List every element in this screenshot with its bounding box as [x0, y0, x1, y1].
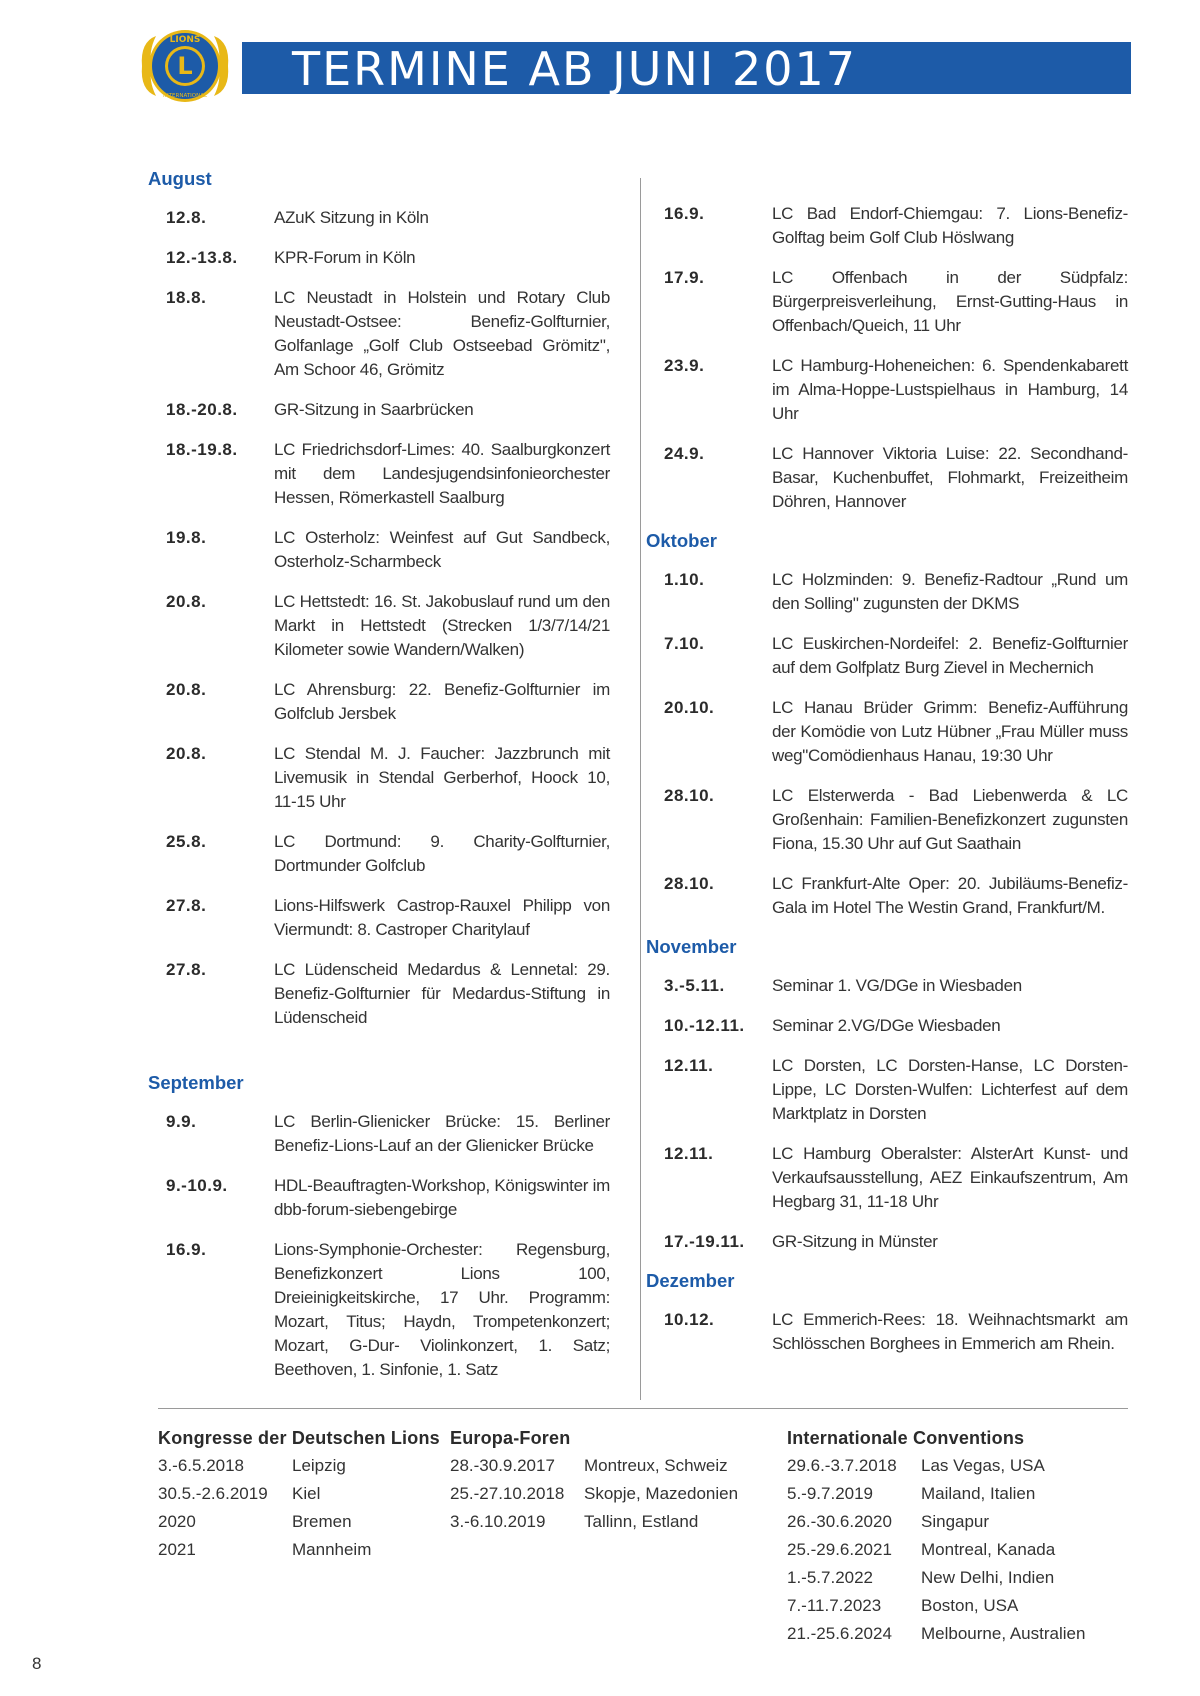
event-date: 9.9.	[166, 1112, 197, 1131]
cell-date: 26.-30.6.2020	[787, 1512, 892, 1531]
column-divider	[640, 178, 641, 1400]
event-description: LC Euskirchen-Nordeifel: 2. Benefiz-Golfturnier auf dem Golfplatz Burg Zievel in Mechernich	[772, 634, 1128, 677]
event-description: Seminar 2.VG/DGe Wiesbaden	[772, 1016, 1001, 1035]
table-row	[787, 1455, 1085, 1483]
event-date: 3.-5.11.	[664, 976, 725, 995]
event-entry	[664, 202, 1128, 250]
event-entry	[664, 1308, 1128, 1356]
event-date: 19.8.	[166, 528, 207, 547]
event-description: LC Stendal M. J. Faucher: Jazzbrunch mit Livemusik in Stendal Gerberhof, Hoock 10, 11-15 Uhr	[274, 744, 610, 811]
kongresse-table	[158, 1455, 371, 1567]
table-row	[787, 1595, 1085, 1623]
month-september: September	[148, 1072, 244, 1093]
international-table	[787, 1455, 1085, 1651]
cell-date: 21.-25.6.2024	[787, 1624, 892, 1643]
svg-text:INTERNATIONAL: INTERNATIONAL	[162, 93, 208, 99]
event-description: LC Emmerich-Rees: 18. Weihnachtsmarkt am Schlösschen Borghees in Emmerich am Rhein.	[772, 1310, 1128, 1353]
left-column	[148, 168, 610, 1398]
table-row	[787, 1567, 1085, 1595]
cell-place: Leipzig	[292, 1456, 346, 1475]
page-title: TERMINE AB JUNI 2017	[292, 42, 858, 96]
cell-date: 2020	[158, 1512, 196, 1531]
cell-date: 25.-27.10.2018	[450, 1484, 565, 1503]
august-list	[158, 206, 610, 1030]
event-entry	[166, 286, 610, 382]
event-date: 12.-13.8.	[166, 248, 238, 267]
table-row	[787, 1483, 1085, 1511]
event-date: 1.10.	[664, 570, 705, 589]
event-date: 17.-19.11.	[664, 1232, 745, 1251]
event-entry	[664, 696, 1128, 768]
cell-place: Singapur	[921, 1512, 990, 1531]
november-list	[656, 974, 1128, 1254]
cell-place: Montreux, Schweiz	[584, 1456, 728, 1475]
event-description: LC Hettstedt: 16. St. Jakobuslauf rund um den Markt in Hettstedt (Strecken 1/3/7/14/21 Kilometer sowie Wandern/Walken)	[274, 592, 610, 659]
event-date: 18.-19.8.	[166, 440, 238, 459]
event-description: LC Holzminden: 9. Benefiz-Radtour „Rund um den Solling" zugunsten der DKMS	[772, 570, 1128, 613]
event-description: Lions-Symphonie-Orchester: Regensburg, Benefizkonzert Lions 100, Dreieinigkeitskirche, 17 Uhr. Programm: Mozart, Titus; Haydn, Trompetenkonzert; Mozart, G-Dur- Violinkonzert, 1. Satz; Beethoven, 1. Sinfonie, 1. Satz	[274, 1240, 610, 1379]
event-date: 28.10.	[664, 786, 715, 805]
europa-table	[450, 1455, 738, 1539]
kongresse-section	[158, 1428, 440, 1567]
table-row	[450, 1511, 738, 1539]
right-column	[646, 202, 1128, 1372]
event-date: 12.11.	[664, 1144, 714, 1163]
cell-date: 29.6.-3.7.2018	[787, 1456, 897, 1475]
event-entry	[664, 632, 1128, 680]
table-row	[158, 1483, 371, 1511]
cell-date: 7.-11.7.2023	[787, 1596, 882, 1615]
event-date: 10.12.	[664, 1310, 715, 1329]
event-date: 18.8.	[166, 288, 207, 307]
dezember-list	[656, 1308, 1128, 1356]
event-date: 7.10.	[664, 634, 705, 653]
section-divider	[158, 1408, 1128, 1409]
cell-date: 3.-6.10.2019	[450, 1512, 546, 1531]
event-entry	[166, 958, 610, 1030]
event-date: 20.10.	[664, 698, 715, 717]
page-number: 8	[32, 1654, 42, 1673]
header-banner	[242, 42, 1131, 94]
kongresse-title: Kongresse der Deutschen Lions	[158, 1428, 440, 1448]
event-entry	[664, 1054, 1128, 1126]
event-date: 10.-12.11.	[664, 1016, 745, 1035]
international-section	[787, 1428, 1085, 1651]
cell-date: 1.-5.7.2022	[787, 1568, 874, 1587]
month-august: August	[148, 168, 212, 189]
event-description: LC Offenbach in der Südpfalz: Bürgerpreisverleihung, Ernst-Gutting-Haus in Offenbach/Queich, 11 Uhr	[772, 268, 1128, 335]
event-entry	[166, 590, 610, 662]
month-dezember: Dezember	[646, 1270, 735, 1291]
table-row	[787, 1623, 1085, 1651]
event-description: Seminar 1. VG/DGe in Wiesbaden	[772, 976, 1022, 995]
cell-place: Mailand, Italien	[921, 1484, 1036, 1503]
event-entry	[166, 894, 610, 942]
cell-place: Montreal, Kanada	[921, 1540, 1056, 1559]
cell-place: New Delhi, Indien	[921, 1568, 1055, 1587]
event-entry	[664, 1014, 1128, 1038]
event-description: LC Elsterwerda - Bad Liebenwerda & LC Großenhain: Familien-Benefizkonzert zugunsten Fiona, 15.30 Uhr auf Gut Saathain	[772, 786, 1128, 853]
event-entry	[664, 974, 1128, 998]
event-entry	[166, 1110, 610, 1158]
event-entry	[166, 1238, 610, 1382]
event-description: Lions-Hilfswerk Castrop-Rauxel Philipp von Viermundt: 8. Castroper Charitylauf	[274, 896, 610, 939]
cell-date: 5.-9.7.2019	[787, 1484, 874, 1503]
event-date: 27.8.	[166, 960, 207, 979]
event-entry	[166, 398, 610, 422]
event-entry	[166, 1174, 610, 1222]
event-description: LC Ahrensburg: 22. Benefiz-Golfturnier im Golfclub Jersbek	[274, 680, 610, 723]
event-date: 28.10.	[664, 874, 715, 893]
event-entry	[166, 246, 610, 270]
event-date: 23.9.	[664, 356, 705, 375]
event-description: LC Dortmund: 9. Charity-Golfturnier, Dortmunder Golfclub	[274, 832, 610, 875]
event-description: KPR-Forum in Köln	[274, 248, 416, 267]
event-description: GR-Sitzung in Münster	[772, 1232, 938, 1251]
event-entry	[166, 438, 610, 510]
event-entry	[664, 266, 1128, 338]
event-description: LC Hamburg Oberalster: AlsterArt Kunst- und Verkaufsausstellung, AEZ Einkaufszentrum, Am Hegbarg 31, 11-18 Uhr	[772, 1144, 1128, 1211]
europa-title: Europa-Foren	[450, 1428, 571, 1448]
event-description: LC Berlin-Glienicker Brücke: 15. Berliner Benefiz-Lions-Lauf an der Glienicker Brücke	[274, 1112, 610, 1155]
cell-place: Las Vegas, USA	[921, 1456, 1045, 1475]
event-entry	[664, 568, 1128, 616]
cell-place: Skopje, Mazedonien	[584, 1484, 739, 1503]
event-description: AZuK Sitzung in Köln	[274, 208, 429, 227]
table-row	[450, 1483, 738, 1511]
cell-date: 30.5.-2.6.2019	[158, 1484, 268, 1503]
event-date: 12.11.	[664, 1056, 714, 1075]
event-entry	[166, 830, 610, 878]
event-description: LC Hamburg-Hoheneichen: 6. Spendenkabarett im Alma-Hoppe-Lustspielhaus in Hamburg, 14 Uhr	[772, 356, 1128, 423]
event-entry	[166, 678, 610, 726]
event-date: 25.8.	[166, 832, 207, 851]
event-date: 20.8.	[166, 592, 207, 611]
cell-date: 28.-30.9.2017	[450, 1456, 555, 1475]
svg-text:LIONS: LIONS	[169, 35, 201, 45]
lions-logo	[138, 22, 232, 110]
event-date: 24.9.	[664, 444, 705, 463]
europa-section	[450, 1428, 738, 1539]
event-date: 16.9.	[166, 1240, 207, 1259]
table-row	[787, 1539, 1085, 1567]
month-oktober: Oktober	[646, 530, 717, 551]
event-entry	[664, 442, 1128, 514]
september-list	[158, 1110, 610, 1382]
table-row	[158, 1511, 371, 1539]
event-entry	[166, 206, 610, 230]
event-description: LC Dorsten, LC Dorsten-Hanse, LC Dorsten-Lippe, LC Dorsten-Wulfen: Lichterfest auf dem Marktplatz in Dorsten	[772, 1056, 1128, 1123]
event-description: LC Hannover Viktoria Luise: 22. Secondhand-Basar, Kuchenbuffet, Flohmarkt, Freizeitheim Döhren, Hannover	[772, 444, 1128, 511]
event-date: 16.9.	[664, 204, 705, 223]
cell-place: Melbourne, Australien	[921, 1624, 1086, 1643]
event-entry	[664, 784, 1128, 856]
event-description: LC Friedrichsdorf-Limes: 40. Saalburgkonzert mit dem Landesjugendsinfonieorchester Hessen, Römerkastell Saalburg	[274, 440, 610, 507]
cell-place: Bremen	[292, 1512, 352, 1531]
event-description: LC Lüdenscheid Medardus & Lennetal: 29. Benefiz-Golfturnier für Medardus-Stiftung in Lüdenscheid	[274, 960, 610, 1027]
table-row	[787, 1511, 1085, 1539]
table-row	[158, 1539, 371, 1567]
event-date: 18.-20.8.	[166, 400, 238, 419]
lions-emblem-icon	[142, 30, 228, 102]
event-date: 20.8.	[166, 744, 207, 763]
cell-date: 2021	[158, 1540, 196, 1559]
event-entry	[664, 1230, 1128, 1254]
event-date: 20.8.	[166, 680, 207, 699]
september-continued-list	[656, 202, 1128, 514]
cell-place: Mannheim	[292, 1540, 372, 1559]
table-row	[450, 1455, 738, 1483]
event-description: HDL-Beauftragten-Workshop, Königswinter im dbb-forum-siebengebirge	[274, 1176, 610, 1219]
svg-text:L: L	[177, 52, 193, 80]
event-date: 12.8.	[166, 208, 207, 227]
event-entry	[664, 872, 1128, 920]
event-description: GR-Sitzung in Saarbrücken	[274, 400, 474, 419]
event-entry	[664, 354, 1128, 426]
oktober-list	[656, 568, 1128, 920]
month-november: November	[646, 936, 737, 957]
event-description: LC Hanau Brüder Grimm: Benefiz-Aufführung der Komödie von Lutz Hübner „Frau Müller muss weg"Comödienhaus Hanau, 19:30 Uhr	[772, 698, 1128, 765]
table-row	[158, 1455, 371, 1483]
event-entry	[166, 742, 610, 814]
event-description: LC Frankfurt-Alte Oper: 20. Jubiläums-Benefiz-Gala im Hotel The Westin Grand, Frankfurt/M.	[772, 874, 1128, 917]
event-description: LC Osterholz: Weinfest auf Gut Sandbeck, Osterholz-Scharmbeck	[274, 528, 610, 571]
event-entry	[664, 1142, 1128, 1214]
international-title: Internationale Conventions	[787, 1428, 1025, 1448]
cell-date: 25.-29.6.2021	[787, 1540, 892, 1559]
cell-place: Tallinn, Estland	[584, 1512, 699, 1531]
event-date: 17.9.	[664, 268, 705, 287]
cell-date: 3.-6.5.2018	[158, 1456, 245, 1475]
event-entry	[166, 526, 610, 574]
event-description: LC Bad Endorf-Chiemgau: 7. Lions-Benefiz-Golftag beim Golf Club Höslwang	[772, 204, 1128, 247]
event-description: LC Neustadt in Holstein und Rotary Club Neustadt-Ostsee: Benefiz-Golfturnier, Golfanlage „Golf Club Ostseebad Grömitz", Am Schoor 46, Grömitz	[274, 288, 610, 379]
cell-place: Boston, USA	[921, 1596, 1019, 1615]
cell-place: Kiel	[292, 1484, 321, 1503]
event-date: 9.-10.9.	[166, 1176, 228, 1195]
event-date: 27.8.	[166, 896, 207, 915]
